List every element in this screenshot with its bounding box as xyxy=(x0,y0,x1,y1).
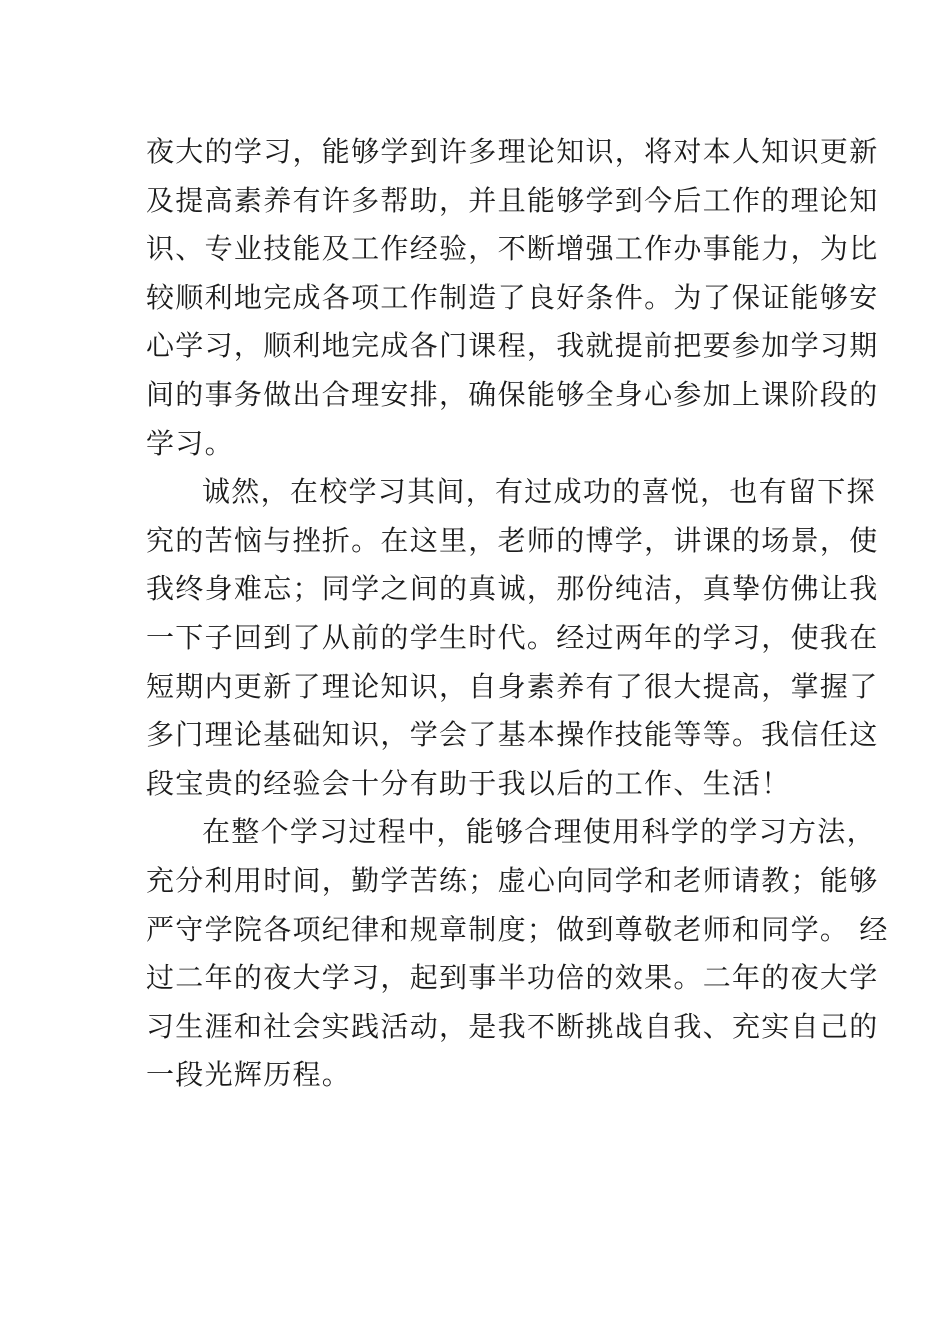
text-line: 及提高素养有许多帮助，并且能够学到今后工作的理论知 xyxy=(146,183,879,217)
text-line: 一下子回到了从前的学生时代。经过两年的学习，使我在 xyxy=(146,620,879,654)
text-line: 间的事务做出合理安排，确保能够全身心参加上课阶段的 xyxy=(146,377,879,411)
text-line: 我终身难忘；同学之间的真诚，那份纯洁，真挚仿佛让我 xyxy=(146,572,879,606)
text-line: 充分利用时间，勤学苦练；虚心向同学和老师请教；能够 xyxy=(146,863,879,897)
text-line: 识、专业技能及工作经验，不断增强工作办事能力，为比 xyxy=(146,232,879,266)
text-line: 究的苦恼与挫折。在这里，老师的博学，讲课的场景，使 xyxy=(146,523,879,557)
document-body xyxy=(146,128,889,1100)
paragraph-2 xyxy=(146,468,879,808)
text-line: 心学习，顺利地完成各门课程，我就提前把要参加学习期 xyxy=(146,329,879,363)
text-line: 学习。 xyxy=(146,426,234,460)
text-line: 习生涯和社会实践活动，是我不断挑战自我、充实自己的 xyxy=(146,1009,879,1043)
paragraph-1 xyxy=(146,128,879,468)
text-line: 诚然，在校学习其间，有过成功的喜悦，也有留下探 xyxy=(202,475,876,509)
text-line: 多门理论基础知识，学会了基本操作技能等等。我信任这 xyxy=(146,718,879,752)
text-line: 短期内更新了理论知识，自身素养有了很大提高，掌握了 xyxy=(146,669,879,703)
text-line: 一段光辉历程。 xyxy=(146,1058,352,1092)
text-line: 段宝贵的经验会十分有助于我以后的工作、生活！ xyxy=(146,766,791,800)
text-line: 过二年的夜大学习，起到事半功倍的效果。二年的夜大学 xyxy=(146,961,879,995)
text-line: 夜大的学习，能够学到许多理论知识，将对本人知识更新 xyxy=(146,135,879,168)
text-line: 严守学院各项纪律和规章制度；做到尊敬老师和同学。 经 xyxy=(146,912,889,946)
paragraph-3 xyxy=(146,808,889,1100)
text-line: 较顺利地完成各项工作制造了良好条件。为了保证能够安 xyxy=(146,280,879,314)
text-line: 在整个学习过程中，能够合理使用科学的学习方法， xyxy=(202,815,876,849)
